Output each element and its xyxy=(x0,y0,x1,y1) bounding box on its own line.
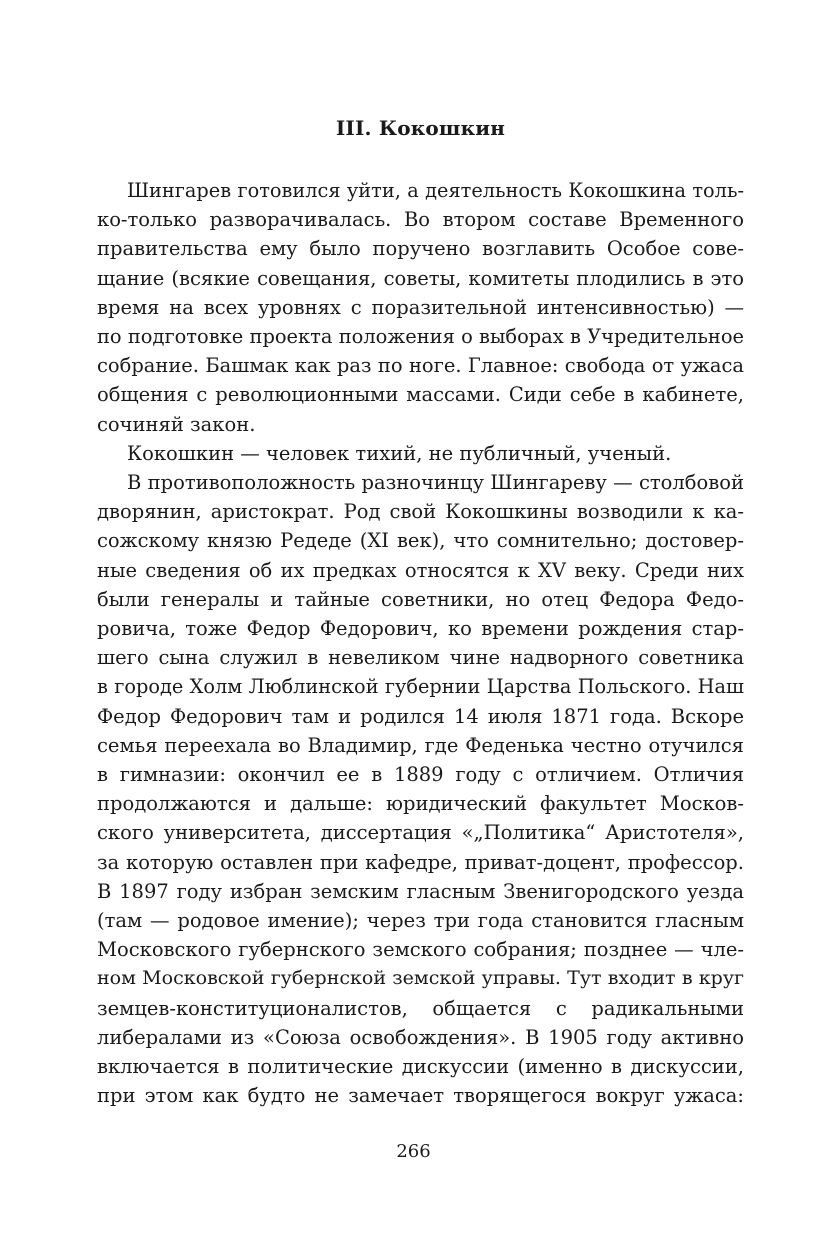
text-line: (там — родовое имение); через три года становится гласным xyxy=(97,909,744,933)
text-line: В 1897 году избран земским гласным Звенигородского уезда xyxy=(97,879,744,903)
paragraph xyxy=(97,439,744,468)
text-line: Шингарев готовился уйти, а деятельность Кокошкина толь- xyxy=(127,179,744,202)
text-line: общения с революционными массами. Сиди себе в кабинете, xyxy=(97,383,744,407)
text-line: время на всех уровнях с поразительной интенсивностью) — xyxy=(97,295,744,319)
text-line: Кокошкин — человек тихий, не публичный, ученый. xyxy=(127,441,672,465)
text-line: правительства ему было поручено возглавить Особое сове- xyxy=(97,237,744,261)
text-line: ровича, тоже Федор Федорович, ко времени рождения стар- xyxy=(97,617,744,641)
text-line: при этом как будто не замечает творящегося вокруг ужаса: xyxy=(97,1084,744,1108)
text-line: шего сына служил в невеликом чине надворного советника xyxy=(97,646,744,670)
text-line: собрание. Башмак как раз по ноге. Главное: свобода от ужаса xyxy=(97,354,744,378)
text-line: семья переехала во Владимир, где Феденька честно отучился xyxy=(97,733,744,757)
text-line: либералами из «Союза освобождения». В 1905 году активно xyxy=(97,1025,744,1049)
text-line: дворянин, аристократ. Род свой Кокошкины возводили к ка- xyxy=(97,500,744,524)
text-line: продолжаются и дальше: юридический факультет Москов- xyxy=(97,792,744,816)
text-line: сожскому князю Редеде (XI век), что сомнительно; достовер- xyxy=(97,529,744,553)
text-line: Федор Федорович там и родился 14 июля 1871 года. Вскоре xyxy=(97,704,744,728)
text-line: в гимназии: окончил ее в 1889 году с отличием. Отличия xyxy=(97,763,744,787)
text-line: ные сведения об их предках относятся к XV веку. Среди них xyxy=(97,558,744,582)
text-line: щание (всякие совещания, советы, комитеты плодились в это xyxy=(97,266,744,290)
body-text xyxy=(97,176,744,1111)
page-content xyxy=(97,108,744,1111)
text-line: ном Московской губернской земской управы. Тут входит в круг xyxy=(97,967,744,990)
text-line: ского университета, диссертация «„Политика“ Аристотеля», xyxy=(97,821,744,845)
text-line: в городе Холм Люблинской губернии Царства Польского. Наш xyxy=(97,675,744,699)
chapter-title: III. Кокошкин xyxy=(335,116,506,140)
text-line: были генералы и тайные советники, но отец Федора Федо- xyxy=(97,587,744,611)
text-line: за которую оставлен при кафедре, приват-доцент, профессор. xyxy=(97,850,744,874)
text-line: по подготовке проекта положения о выборах в Учредительное xyxy=(97,325,744,349)
text-line: ко-только разворачивалась. Во втором составе Временного xyxy=(97,208,744,232)
text-line: Московского губернского земского собрания; позднее — чле- xyxy=(97,938,744,962)
text-line: сочиняй закон. xyxy=(97,412,256,436)
text-line: включается в политические дискуссии (именно в дискуссии, xyxy=(97,1055,744,1079)
paragraph xyxy=(97,176,744,439)
text-line: В противоположность разночинцу Шингареву — столбовой xyxy=(127,471,744,495)
paragraph xyxy=(97,468,744,1110)
text-line: земцев-конституционалистов, общается с радикальными xyxy=(97,996,744,1020)
page-number: 266 xyxy=(396,1141,431,1162)
